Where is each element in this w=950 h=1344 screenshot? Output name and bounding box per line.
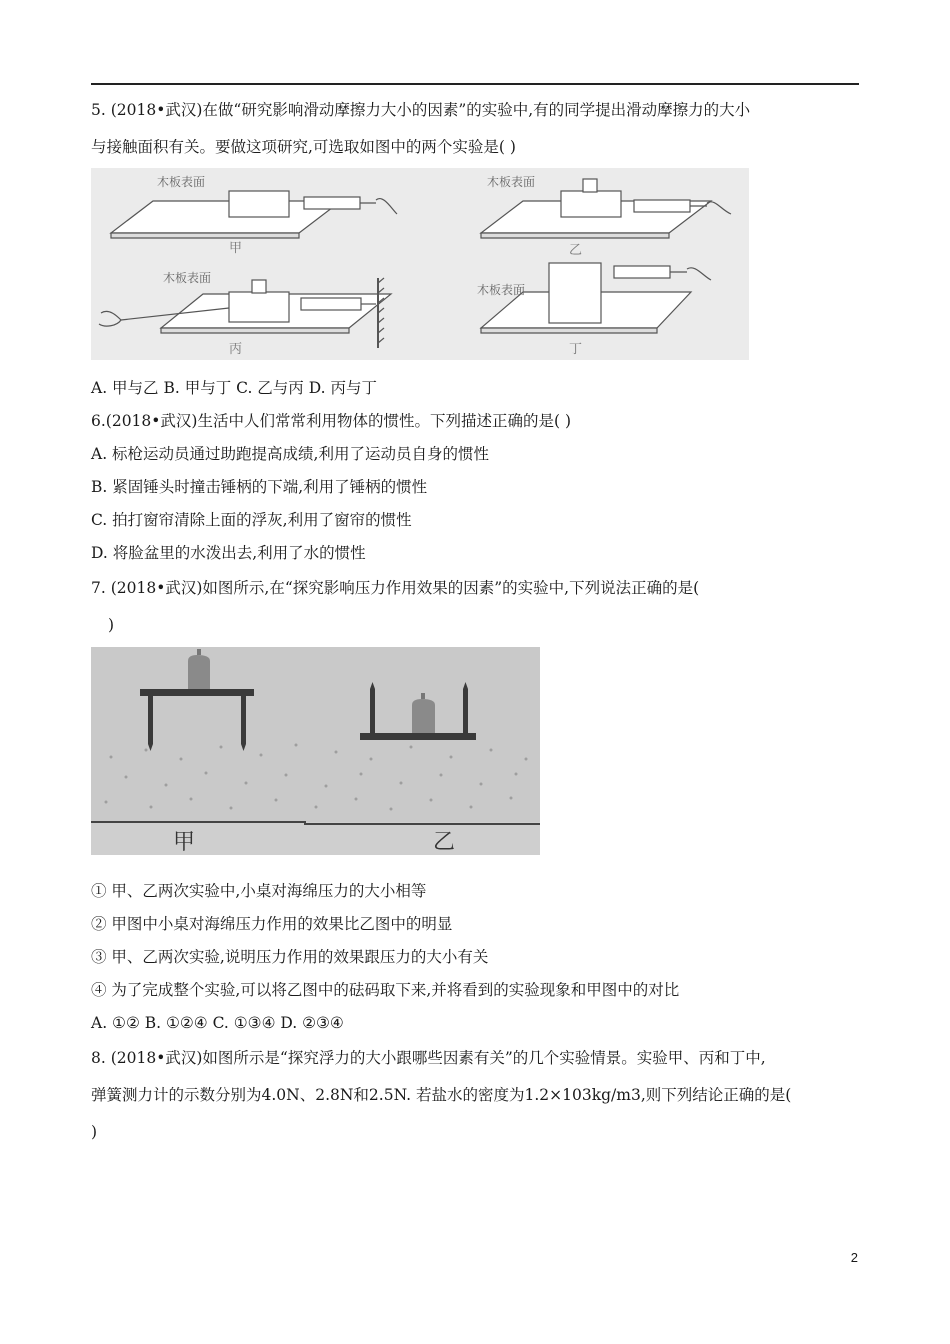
label-ding: 丁 [569, 342, 583, 357]
q7-statement-2: ② 甲图中小桌对海绵压力作用的效果比乙图中的明显 [91, 915, 453, 933]
q7-statement-4: ④ 为了完成整个实验,可以将乙图中的砝码取下来,并将看到的实验现象和甲图中的对比 [91, 981, 680, 999]
board-label-yi: 木板表面 [487, 175, 536, 189]
q5-stem-line2: 与接触面积有关。要做这项研究,可选取如图中的两个实验是( ) [91, 138, 516, 156]
q6-option-c: C. 拍打窗帘清除上面的浮灰,利用了窗帘的惯性 [91, 511, 412, 529]
q6-stem: 6.(2018•武汉)生活中人们常常利用物体的惯性。下列描述正确的是( ) [91, 412, 571, 430]
q7-stem-line2: ) [108, 616, 115, 634]
header-rule [91, 83, 859, 85]
q6-option-a: A. 标枪运动员通过助跑提高成绩,利用了运动员自身的惯性 [91, 445, 489, 463]
block-yi [561, 191, 621, 217]
q6-option-b: B. 紧固锤头时撞击锤柄的下端,利用了锤柄的惯性 [91, 478, 428, 496]
q5-options: A. 甲与乙 B. 甲与丁 C. 乙与丙 D. 丙与丁 [91, 379, 377, 397]
q5-friction-figure [91, 168, 749, 360]
q5-stem-line1: 5. (2018•武汉)在做“研究影响滑动摩擦力大小的因素”的实验中,有的同学提出滑动摩擦力的大小 [91, 101, 751, 119]
label-yi: 乙 [569, 243, 583, 258]
board-label-bing: 木板表面 [163, 271, 212, 285]
spring-scale-ding [614, 266, 670, 278]
block-ding [549, 263, 601, 323]
q7-statement-1: ① 甲、乙两次实验中,小桌对海绵压力的大小相等 [91, 882, 427, 900]
label-bing: 丙 [229, 342, 243, 357]
board-label-ding: 木板表面 [477, 283, 526, 297]
q7-pressure-figure [91, 647, 540, 855]
block-bing [229, 292, 289, 322]
spring-scale-jia [304, 197, 360, 209]
block-jia [229, 191, 289, 217]
weight-bing [252, 280, 266, 293]
q7-statement-3: ③ 甲、乙两次实验,说明压力作用的效果跟压力的大小有关 [91, 948, 489, 966]
label-yi-7: 乙 [433, 830, 456, 855]
page-number: 2 [850, 1250, 858, 1265]
label-jia-7: 甲 [173, 830, 196, 855]
q7-stem-line1: 7. (2018•武汉)如图所示,在“探究影响压力作用效果的因素”的实验中,下列说法正确的是( [91, 579, 700, 597]
q8-stem-line2: 弹簧测力计的示数分别为4.0N、2.8N和2.5N. 若盐水的密度为1.2×103kg/m3,则下列结论正确的是( [91, 1086, 792, 1104]
q8-stem-line3: ) [91, 1123, 98, 1141]
spring-scale-bing [301, 298, 361, 310]
q6-option-d: D. 将脸盆里的水泼出去,利用了水的惯性 [91, 544, 366, 562]
label-jia: 甲 [229, 241, 243, 256]
q8-stem-line1: 8. (2018•武汉)如图所示是“探究浮力的大小跟哪些因素有关”的几个实验情景。实验甲、丙和丁中, [91, 1049, 766, 1067]
weight-yi [583, 179, 597, 192]
spring-scale-yi [634, 200, 690, 212]
board-label-jia: 木板表面 [157, 175, 206, 189]
q7-options: A. ①② B. ①②④ C. ①③④ D. ②③④ [91, 1014, 344, 1032]
